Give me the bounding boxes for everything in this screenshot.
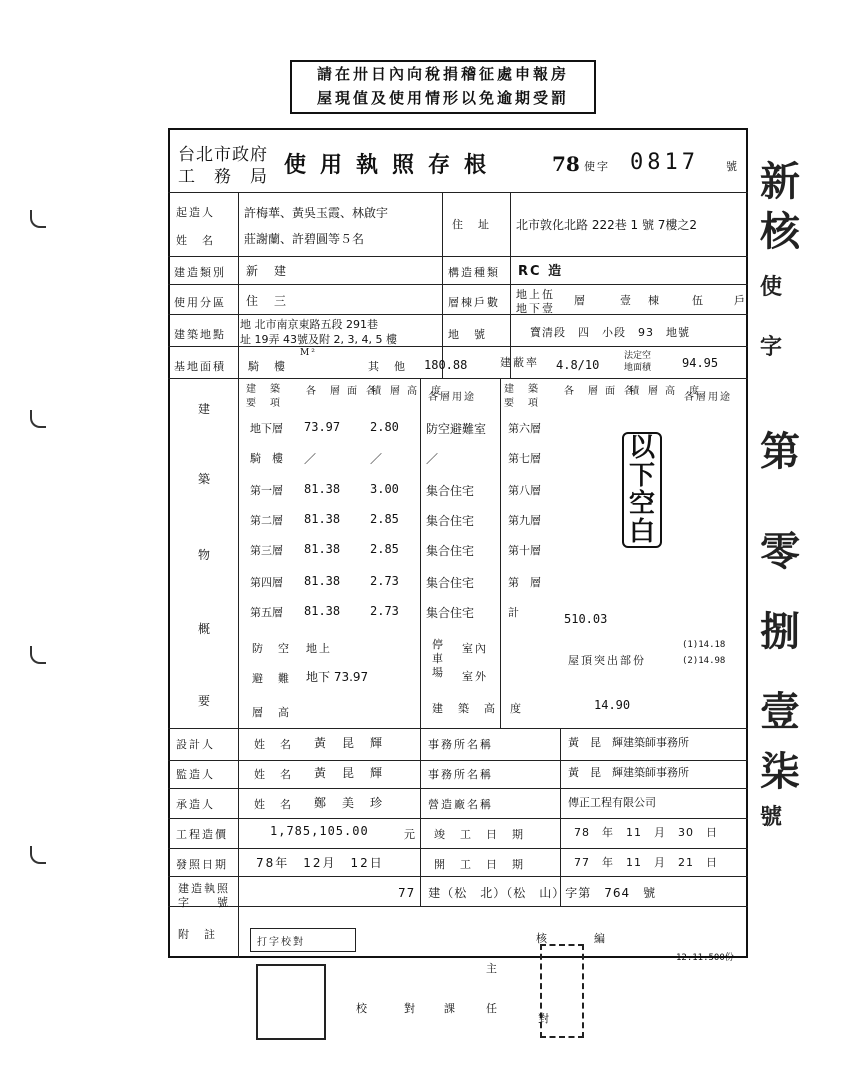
floor-use: 集合住宅 [426, 606, 475, 620]
floor-name-right: 第七層 [508, 452, 541, 465]
zoning-value: 住 三 [246, 294, 289, 308]
floor-name: 第二層 [250, 514, 283, 527]
supervisor-name-label: 姓 名 [254, 768, 293, 781]
notice-line-2: 屋現值及使用情形以免逾期受罰 [316, 89, 569, 107]
lot-label: 地 號 [448, 328, 487, 341]
parking-outdoor: 室外 [462, 670, 488, 683]
col-divider [510, 192, 511, 378]
col-head-height-r: 各 層 高 度 [624, 386, 702, 397]
legal-open-label-1: 法定空 [624, 351, 652, 361]
contractor-label: 承造人 [176, 798, 215, 811]
site-location-2: 址 19弄 43號及附 2, 3, 4, 5 樓 [240, 333, 397, 346]
building-height-value: 14.90 [594, 698, 631, 712]
units-building-unit: 棟 [648, 294, 661, 307]
floor-name: 地下層 [250, 422, 283, 435]
floor-name: 騎 樓 [250, 452, 283, 465]
site-location-1: 地 北市南京東路五段 291巷 [240, 318, 378, 331]
floor-height: 2.73 [370, 604, 399, 618]
col-head-area-r: 各 層 面 積 [564, 386, 642, 397]
punch-hole-mark [30, 210, 46, 228]
col-divider [442, 192, 443, 378]
units-floor-unit: 層 [574, 294, 587, 307]
col-head-item-r: 建 築 [504, 384, 540, 395]
col-head-item-2: 要 項 [246, 398, 282, 409]
floor-use: 防空避難室 [426, 422, 487, 436]
floor-name-right: 第九層 [508, 514, 541, 527]
builder-label: 起造人 [176, 206, 215, 219]
floor-name-right: 計 [508, 606, 519, 619]
floor-name-right: 第六層 [508, 422, 541, 435]
parking-label-1: 停 [432, 638, 445, 651]
other-area-label: 其 他 [368, 360, 407, 373]
site-label: 建築地點 [174, 328, 226, 341]
floor-height: 2.73 [370, 574, 399, 588]
shelter-below: 地下 73.97 [306, 670, 369, 684]
evac-label: 避 難 [252, 672, 291, 685]
roof-height-2: (2)14.98 [682, 656, 726, 666]
structure-value: RC 造 [518, 264, 564, 279]
builder-names-2: 莊謝蘭、許碧圓等５名 [244, 232, 365, 246]
supervisor-office: 黃 昆 輝建築師事務所 [568, 766, 689, 779]
row-divider [168, 760, 748, 761]
address-label: 住 址 [452, 218, 491, 231]
start-date-label: 開 工 日 期 [434, 858, 525, 871]
floor-use: 集合住宅 [426, 484, 475, 498]
site-area-label: 基地面積 [174, 360, 226, 373]
floor-area: ／ [304, 452, 317, 466]
footer-label: 任 [486, 1002, 499, 1015]
section-label: 要 [198, 694, 213, 708]
section-label: 建 [198, 402, 213, 416]
page-title: 使用執照存根 [284, 153, 501, 178]
check-mark-label: 核 [536, 932, 549, 945]
floor-name: 第一層 [250, 484, 283, 497]
units-above: 地上伍 [516, 288, 555, 301]
agency-name: 台北市政府 [178, 145, 268, 165]
designer-name: 黃 昆 輝 [314, 736, 385, 750]
permit-reference: 77 建（松 北）（松 山）字第 764 號 [398, 886, 657, 900]
punch-hole-mark [30, 646, 46, 664]
section-label: 物 [198, 548, 213, 562]
side-mark: 字 [760, 335, 783, 360]
issue-date-label: 發照日期 [176, 858, 228, 871]
floor-area: 81.38 [304, 542, 341, 556]
completion-label: 竣 工 日 期 [434, 828, 525, 841]
row-divider [168, 256, 748, 257]
side-mark: 零 [760, 529, 800, 575]
punch-hole-mark [30, 846, 46, 864]
col-head-height: 各 層 高 度 [366, 386, 444, 397]
shelter-label: 防 空 [252, 642, 291, 655]
issue-date: 78年 12月 12日 [256, 856, 384, 870]
units-household-count: 伍 [692, 294, 705, 307]
row-divider [168, 876, 748, 877]
floor-name: 第四層 [250, 576, 283, 589]
floor-name: 第五層 [250, 606, 283, 619]
designer-office: 黃 昆 輝建築師事務所 [568, 736, 689, 749]
other-area-value: 180.88 [424, 358, 468, 372]
row-divider [168, 848, 748, 849]
build-type-value: 新 建 [246, 264, 289, 278]
shelter-above: 地上 [306, 642, 332, 655]
row-divider [168, 788, 748, 789]
punch-hole-mark [30, 410, 46, 428]
floor-height: 2.85 [370, 512, 399, 526]
blank-below-stamp [622, 432, 662, 548]
stamp-text: 以下空白 [628, 433, 655, 547]
col-divider [560, 728, 561, 906]
units-below: 地下壹 [516, 302, 555, 315]
col-head-area: 各 層 面 積 [306, 386, 384, 397]
arcade-label: 騎 樓 [248, 360, 287, 373]
row-divider [168, 906, 748, 907]
print-count: 12.11.500份 [676, 953, 734, 963]
coverage-value: 4.8/10 [556, 358, 600, 372]
parking-label-3: 場 [432, 666, 445, 679]
col-head-item: 建 築 [246, 384, 282, 395]
plan-label: 編 [594, 932, 607, 945]
floor-use: 集合住宅 [426, 544, 475, 558]
col-head-use: 各層用途 [428, 392, 476, 403]
col-head-use-r: 各層用途 [684, 392, 732, 403]
designer-name-label: 姓 名 [254, 738, 293, 751]
supervisor-office-label: 事務所名稱 [428, 768, 493, 781]
tax-notice-box [290, 60, 596, 114]
footer-label: 校 [356, 1002, 369, 1015]
units-household-unit: 戶 [734, 294, 747, 307]
parking-label-2: 車 [432, 652, 445, 665]
structure-label: 構造種類 [448, 266, 500, 279]
cost-value: 1,785,105.00 [270, 824, 369, 838]
floor-name: 第三層 [250, 544, 283, 557]
floor-name-right: 第 層 [508, 576, 541, 589]
parking-indoor: 室內 [462, 642, 488, 655]
contractor-name-label: 姓 名 [254, 798, 293, 811]
col-divider [238, 192, 239, 958]
units-label: 層棟戶數 [448, 296, 500, 309]
building-height-label: 建 築 高 度 [432, 702, 523, 715]
total-area: 510.03 [564, 612, 608, 626]
builder-name-label: 姓 名 [176, 234, 215, 247]
row-divider [168, 314, 748, 315]
row-divider [168, 728, 748, 729]
cost-label: 工程造價 [176, 828, 228, 841]
floor-name-right: 第八層 [508, 484, 541, 497]
legal-open-value: 94.95 [682, 356, 719, 370]
typing-check-label: 打字校對 [257, 937, 305, 948]
floor-area: 81.38 [304, 604, 341, 618]
floor-area: 81.38 [304, 512, 341, 526]
floor-height: 2.80 [370, 420, 399, 434]
floor-height: 3.00 [370, 482, 399, 496]
side-mark: 新 [760, 159, 800, 205]
col-divider [500, 378, 501, 728]
col-divider [420, 378, 421, 728]
supervisor-label: 監造人 [176, 768, 215, 781]
legal-open-label-2: 地面積 [624, 363, 652, 373]
floor-area: 81.38 [304, 482, 341, 496]
side-mark: 柒 [760, 749, 800, 795]
side-mark: 壹 [760, 689, 800, 735]
agency-bureau: 工 務 局 [178, 167, 268, 187]
row-divider [168, 192, 748, 193]
col-head-item-r-2: 要 項 [504, 398, 540, 409]
start-date: 77 年 11 月 21 日 [574, 856, 718, 869]
completion-date: 78 年 11 月 30 日 [574, 826, 718, 839]
permit-prefix: 使字 [584, 160, 610, 173]
floor-use: 集合住宅 [426, 576, 475, 590]
footer-label: 課 [444, 1002, 457, 1015]
supervisor-name: 黃 昆 輝 [314, 766, 385, 780]
floor-area: 73.97 [304, 420, 341, 434]
side-mark: 第 [760, 429, 800, 475]
side-mark: 捌 [760, 609, 800, 655]
section-label: 概 [198, 622, 213, 636]
permit-suffix: 號 [726, 160, 739, 173]
build-type-label: 建造類別 [174, 266, 226, 279]
roof-height-1: (1)14.18 [682, 640, 726, 650]
section-label: 築 [198, 472, 213, 486]
lot-number: 寶清段 四 小段 93 地號 [530, 326, 690, 339]
floor-area: 81.38 [304, 574, 341, 588]
row-divider [168, 818, 748, 819]
cost-unit: 元 [404, 828, 417, 841]
floor-height: 2.85 [370, 542, 399, 556]
side-mark: 號 [760, 805, 783, 830]
m2-unit: M² [300, 348, 317, 358]
designer-office-label: 事務所名稱 [428, 738, 493, 751]
contractor-firm: 傳正工程有限公司 [568, 796, 656, 809]
notice-line-1: 請在卅日內向稅捐稽征處申報房 [316, 65, 569, 83]
units-building-count: 壹 [620, 294, 633, 307]
col-divider [420, 728, 421, 906]
row-divider [168, 284, 748, 285]
builder-names-1: 許梅華、黃吳玉霞、林啟宇 [244, 206, 389, 220]
permit-label-2: 字 號 [178, 896, 230, 909]
footer-label: 對 [538, 1012, 551, 1025]
floor-use: ／ [426, 452, 439, 466]
contractor-name: 鄭 美 珍 [314, 796, 385, 810]
designer-label: 設計人 [176, 738, 215, 751]
official-seal-left [256, 964, 326, 1040]
floor-use: 集合住宅 [426, 514, 475, 528]
row-divider [168, 378, 748, 379]
footer-label: 對 [404, 1002, 417, 1015]
footer-label: 主 [486, 962, 499, 975]
typing-check-box [250, 928, 356, 952]
side-mark: 使 [760, 275, 783, 300]
notes-label: 附 註 [178, 928, 217, 941]
side-mark: 核 [760, 209, 800, 255]
roof-label: 屋頂突出部份 [568, 654, 646, 667]
permit-number: 0817 [630, 150, 699, 175]
coverage-label: 建蔽率 [500, 356, 539, 369]
zoning-label: 使用分區 [174, 296, 226, 309]
contractor-firm-label: 營造廠名稱 [428, 798, 493, 811]
builder-address: 北市敦化北路 222巷 1 號 7樓之2 [516, 218, 698, 232]
floor-height: ／ [370, 452, 383, 466]
floor-height-label: 層 高 [252, 706, 291, 719]
floor-name-right: 第十層 [508, 544, 541, 557]
permit-label-1: 建造執照 [178, 882, 230, 895]
permit-year: 78 [552, 152, 580, 176]
